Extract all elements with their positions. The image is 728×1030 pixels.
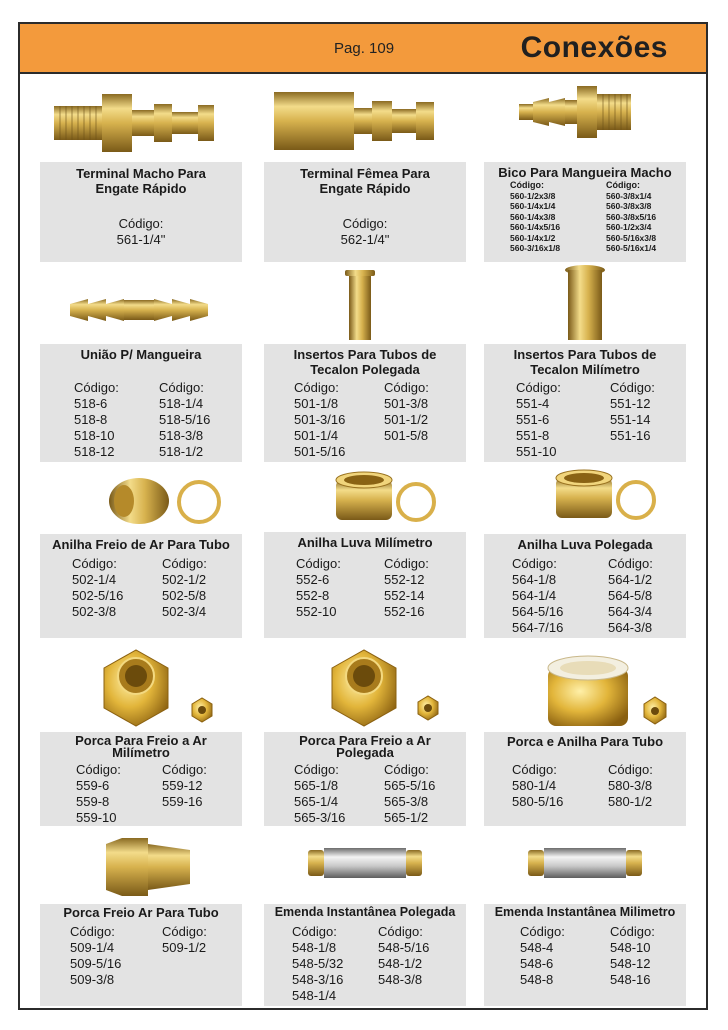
card-title-line: Tecalon Milímetro	[530, 362, 640, 377]
product-card-air-brake-tube-nut	[40, 904, 242, 1006]
code-entry: 564-5/16	[512, 604, 564, 619]
card-title-line: Porca e Anilha Para Tubo	[506, 734, 664, 749]
card-title-line: União P/ Mangueira	[80, 347, 202, 362]
code-entry: 580-1/4	[512, 778, 557, 793]
code-entry: Código:	[378, 924, 423, 939]
code-entry: 548-5/32	[292, 956, 344, 971]
code-column-2	[606, 180, 656, 254]
code-entry: 565-1/4	[294, 794, 339, 809]
code-entry: Código:	[76, 762, 121, 777]
code-entry: 548-3/8	[378, 972, 423, 987]
product-card-female-terminal	[264, 162, 466, 262]
code-entry: 552-6	[296, 572, 330, 587]
code-entry: 502-1/2	[162, 572, 207, 587]
code-entry: 552-10	[296, 604, 337, 619]
code-entry: Código:	[512, 762, 557, 777]
instant-splice-metric-image	[526, 842, 644, 884]
code-entry: 560-1/4x1/4	[510, 201, 556, 211]
code-column-2	[162, 556, 207, 620]
code-entry: 552-8	[296, 588, 330, 603]
code-entry: Código:	[610, 924, 655, 939]
code-entry: 560-1/2x3/4	[606, 222, 652, 232]
code-entry: 552-16	[384, 604, 425, 619]
code-column-1	[520, 924, 565, 988]
product-card-hose-union	[40, 344, 242, 462]
card-title-line: Terminal Macho Para	[76, 166, 206, 181]
hose-union-image	[68, 290, 210, 330]
code-column-1	[516, 380, 561, 460]
code-entry: 518-8	[74, 412, 108, 427]
code-entry: Código:	[70, 924, 115, 939]
code-column-2	[610, 924, 655, 988]
product-card-inch-sleeve	[484, 534, 686, 638]
code-entry: 501-1/8	[294, 396, 339, 411]
code-column-1	[72, 556, 123, 620]
code-entry: 560-1/4x5/16	[510, 222, 561, 232]
code-entry: 564-1/4	[512, 588, 557, 603]
code-entry: 560-1/4x1/2	[510, 232, 556, 243]
air-brake-ferrule-image	[104, 474, 224, 528]
card-title-line: Insertos Para Tubos de	[513, 347, 657, 362]
code-column-1	[74, 380, 119, 460]
code-entry: 548-5/16	[378, 940, 430, 955]
code-entry: Código:	[294, 380, 339, 395]
card-title-line: Bico Para Mangueira Macho	[498, 165, 672, 180]
code-column-2	[610, 380, 655, 444]
code-entry: 518-6	[74, 396, 108, 411]
code-entry: 548-4	[520, 940, 554, 955]
code-entry: Código:	[512, 556, 557, 571]
product-card-male-terminal	[40, 162, 242, 262]
card-title-line: Porca Para Freio a Ar	[75, 733, 207, 748]
code-entry: 559-10	[76, 810, 117, 825]
code-entry: 501-5/16	[294, 444, 346, 459]
code-column-1	[294, 762, 345, 826]
code-entry: 565-3/16	[294, 810, 346, 825]
code-entry: 501-1/2	[384, 412, 429, 427]
code-entry: Código:	[520, 924, 565, 939]
code-entry: 548-1/8	[292, 940, 337, 955]
code-entry: 565-1/8	[294, 778, 339, 793]
code-entry: Código:	[162, 556, 207, 571]
code-entry: 551-12	[610, 396, 651, 411]
code-entry: 502-5/8	[162, 588, 207, 603]
code-column-2	[608, 556, 653, 636]
code-entry: Código:	[384, 556, 429, 571]
code-entry: Código:	[610, 380, 655, 395]
code-entry: Código:	[516, 380, 561, 395]
code-entry: 559-16	[162, 794, 203, 809]
code-entry: 518-10	[74, 428, 115, 443]
code-entry: 559-6	[76, 778, 110, 793]
code-column-2	[384, 380, 429, 444]
code-entry: 560-3/8x3/8	[606, 201, 652, 211]
card-title-line: Anilha Freio de Ar Para Tubo	[52, 537, 230, 552]
product-card-instant-splice-inch	[264, 904, 466, 1006]
product-card-insert-inch	[264, 344, 466, 462]
code-entry: 560-3/16x1/8	[510, 243, 561, 253]
code-entry: Código:	[74, 380, 119, 395]
page-header	[18, 22, 708, 74]
air-brake-nut-metric-image	[96, 646, 226, 728]
code-entry: 518-1/2	[159, 444, 204, 459]
code-entry: 548-16	[610, 972, 651, 987]
code-entry: Código:	[292, 924, 337, 939]
code-entry: 564-1/8	[512, 572, 557, 587]
card-title-line: Insertos Para Tubos de	[293, 347, 437, 362]
code-column-2	[162, 924, 207, 956]
product-card-air-brake-ferrule	[40, 534, 242, 638]
metric-sleeve-ferrule-image	[330, 466, 440, 528]
code-entry: 548-12	[610, 956, 651, 971]
code-column-1	[512, 762, 563, 810]
code-entry: 551-10	[516, 444, 557, 459]
code-entry: 565-3/8	[384, 794, 429, 809]
code-entry: 501-1/4	[294, 428, 339, 443]
code-entry: 580-5/16	[512, 794, 564, 809]
code-column-2	[608, 762, 653, 810]
code-entry: Código:	[162, 762, 207, 777]
code-entry: Código:	[608, 556, 653, 571]
page-number: Pag. 109	[334, 40, 395, 57]
product-card-air-brake-nut-metric	[40, 732, 242, 826]
code-column-2	[378, 924, 429, 988]
product-card-instant-splice-metric	[484, 904, 686, 1006]
code-label: Código:	[118, 216, 164, 231]
code-entry: Código:	[384, 762, 429, 777]
card-title-line: Porca Para Freio a Ar	[299, 733, 431, 748]
code-column-1	[76, 762, 121, 826]
code-entry: 548-8	[520, 972, 554, 987]
page-title: Conexões	[520, 31, 668, 64]
code-column-2	[384, 556, 429, 620]
code-entry: Código:	[606, 180, 640, 190]
code-entry: 501-5/8	[384, 428, 429, 443]
code-value: 562-1/4"	[340, 232, 390, 247]
code-column-1	[292, 924, 343, 1004]
card-title-line: Porca Freio Ar Para Tubo	[63, 905, 219, 920]
code-column-2	[384, 762, 435, 826]
code-entry: 580-1/2	[608, 794, 653, 809]
code-entry: Código:	[384, 380, 429, 395]
code-entry: 552-14	[384, 588, 425, 603]
code-entry: 548-10	[610, 940, 651, 955]
card-title-line: Emenda Instantânea Polegada	[274, 905, 456, 919]
male-quick-coupler-terminal-image	[50, 88, 220, 158]
code-entry: 509-1/4	[70, 940, 115, 955]
code-entry: 548-6	[520, 956, 554, 971]
code-entry: 564-3/4	[608, 604, 653, 619]
code-entry: Código:	[608, 762, 653, 777]
code-entry: Código:	[510, 180, 544, 190]
air-brake-nut-inch-image	[324, 646, 454, 728]
code-entry: 564-3/8	[608, 620, 653, 635]
code-column-1	[70, 924, 121, 988]
code-entry: 501-3/16	[294, 412, 346, 427]
code-entry: 518-3/8	[159, 428, 204, 443]
code-entry: 518-12	[74, 444, 115, 459]
code-entry: Código:	[294, 762, 339, 777]
code-column-2	[162, 762, 207, 810]
insert-inch-image	[344, 268, 376, 342]
code-entry: 509-5/16	[70, 956, 122, 971]
code-entry: Código:	[72, 556, 117, 571]
code-entry: 560-3/8x5/16	[606, 211, 657, 222]
code-entry: 560-1/2x3/8	[510, 190, 556, 201]
code-entry: 560-5/16x3/8	[606, 232, 657, 243]
code-entry: 509-3/8	[70, 972, 115, 987]
code-entry: 551-8	[516, 428, 550, 443]
code-entry: Código:	[162, 924, 207, 939]
code-entry: 559-12	[162, 778, 203, 793]
code-entry: 502-5/16	[72, 588, 124, 603]
code-entry: 560-3/8x1/4	[606, 190, 652, 201]
card-title-line: Emenda Instantânea Milimetro	[494, 905, 676, 919]
code-entry: 551-16	[610, 428, 651, 443]
code-column-2	[159, 380, 210, 460]
code-entry: 552-12	[384, 572, 425, 587]
code-entry: 551-14	[610, 412, 651, 427]
product-card-metric-sleeve	[264, 532, 466, 638]
code-entry: 548-1/4	[292, 988, 337, 1003]
code-entry: 518-5/16	[159, 412, 211, 427]
card-title-line: Anilha Luva Polegada	[517, 537, 653, 552]
code-entry: 564-1/2	[608, 572, 653, 587]
code-entry: 548-1/2	[378, 956, 423, 971]
code-entry: 560-1/4x3/8	[510, 211, 556, 222]
instant-splice-inch-image	[306, 842, 424, 884]
code-label: Código:	[342, 216, 388, 231]
code-column-1	[296, 556, 341, 620]
card-title-line: Polegada	[336, 745, 394, 760]
code-value: 561-1/4"	[116, 232, 166, 247]
male-hose-barb-image	[515, 84, 635, 140]
code-entry: Código:	[159, 380, 204, 395]
product-card-insert-metric	[484, 344, 686, 462]
code-entry: 565-1/2	[384, 810, 429, 825]
code-entry: 548-3/16	[292, 972, 344, 987]
code-entry: 560-5/16x1/4	[606, 243, 657, 253]
code-entry: 564-7/16	[512, 620, 564, 635]
code-entry: 502-1/4	[72, 572, 117, 587]
insert-metric-image	[563, 264, 607, 342]
code-entry: 559-8	[76, 794, 110, 809]
card-title-line: Anilha Luva Milímetro	[297, 535, 433, 550]
code-entry: 565-5/16	[384, 778, 436, 793]
card-title-line: Tecalon Polegada	[310, 362, 420, 377]
product-card-male-hose-barb	[484, 162, 686, 262]
code-entry: 551-6	[516, 412, 550, 427]
code-entry: Código:	[296, 556, 341, 571]
code-entry: 580-3/8	[608, 778, 653, 793]
code-entry: 502-3/4	[162, 604, 207, 619]
card-title-line: Milímetro	[112, 745, 170, 760]
code-entry: 502-3/8	[72, 604, 117, 619]
card-title-line: Engate Rápido	[319, 181, 411, 196]
code-column-1	[510, 180, 560, 254]
code-entry: 518-1/4	[159, 396, 204, 411]
product-card-air-brake-nut-inch	[264, 732, 466, 826]
product-card-nut-and-ferrule	[484, 732, 686, 826]
air-brake-tube-nut-image	[104, 836, 192, 898]
code-entry: 564-5/8	[608, 588, 653, 603]
card-title-line: Engate Rápido	[95, 181, 187, 196]
code-column-1	[512, 556, 563, 636]
inch-sleeve-ferrule-image	[550, 464, 660, 526]
code-entry: 501-3/8	[384, 396, 429, 411]
female-quick-coupler-terminal-image	[270, 86, 440, 156]
code-entry: 551-4	[516, 396, 550, 411]
nut-and-ferrule-image	[540, 650, 680, 730]
code-column-1	[294, 380, 345, 460]
code-entry: 509-1/2	[162, 940, 207, 955]
card-title-line: Terminal Fêmea Para	[300, 166, 430, 181]
